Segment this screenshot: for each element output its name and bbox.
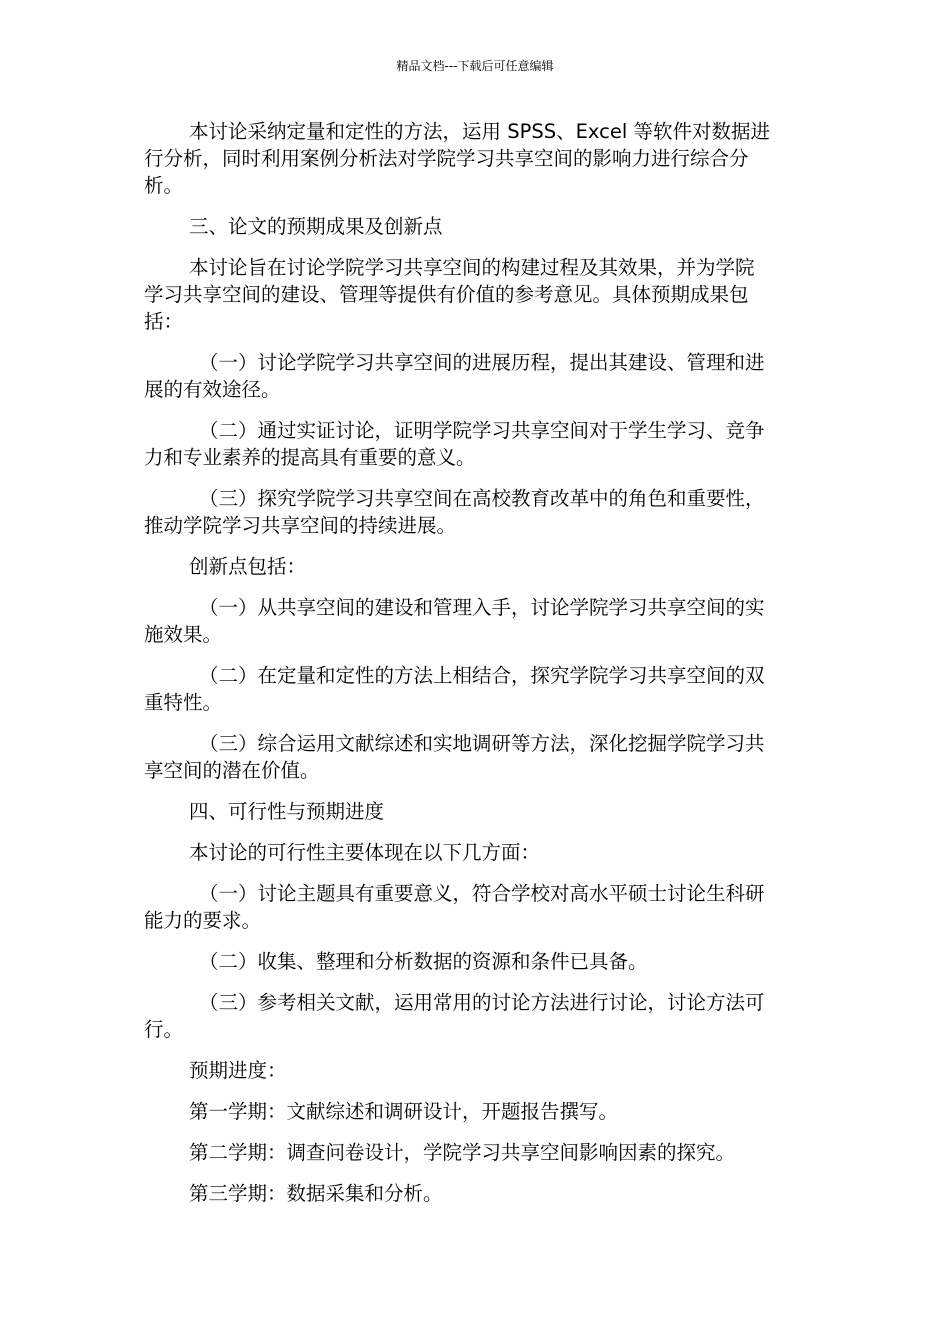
feasibility-intro xyxy=(144,839,804,866)
text-line: 重特性。 xyxy=(144,691,223,714)
text-line: （一）讨论主题具有重要意义，符合学校对高水平硕士讨论生科研 xyxy=(199,882,765,905)
feasibility-item-1 xyxy=(144,880,804,934)
text-line: （三）参考相关文献，运用常用的讨论方法进行讨论，讨论方法可 xyxy=(199,991,765,1014)
text-line: 学习共享空间的建设、管理等提供有价值的参考意见。具体预期成果包 xyxy=(144,283,749,306)
schedule-item-3 xyxy=(144,1180,804,1207)
text-line: （二）收集、整理和分析数据的资源和条件已具备。 xyxy=(199,950,648,973)
schedule-intro xyxy=(144,1057,804,1084)
heading-text: 四、可行性与预期进度 xyxy=(189,800,385,823)
text-line: 本讨论旨在讨论学院学习共享空间的构建过程及其效果，并为学院 xyxy=(189,256,755,279)
result-item-3 xyxy=(144,485,804,539)
innovation-item-1 xyxy=(144,594,804,648)
text-line: 析。 xyxy=(144,174,184,197)
innovation-intro xyxy=(144,553,804,580)
expected-results-paragraph xyxy=(144,254,804,335)
text-line: （一）讨论学院学习共享空间的进展历程，提出其建设、管理和进 xyxy=(199,351,765,374)
page-header: 精品文档---下载后可任意编辑 xyxy=(396,59,554,73)
text-line: 括： xyxy=(144,310,184,333)
section-heading-4 xyxy=(144,798,804,825)
text-line: （二）在定量和定性的方法上相结合，探究学院学习共享空间的双 xyxy=(199,664,765,687)
text-line: 享空间的潜在价值。 xyxy=(144,759,320,782)
text-line: 施效果。 xyxy=(144,623,223,646)
text-line: 能力的要求。 xyxy=(144,909,262,932)
text-line: （三）综合运用文献综述和实地调研等方法，深化挖掘学院学习共 xyxy=(199,732,765,755)
section-heading-3 xyxy=(144,213,804,240)
text-line: 推动学院学习共享空间的持续进展。 xyxy=(144,514,457,537)
innovation-item-3 xyxy=(144,730,804,784)
feasibility-item-3 xyxy=(144,989,804,1043)
schedule-item-1 xyxy=(144,1098,804,1125)
text-line: 行。 xyxy=(144,1018,184,1041)
text-line: 创新点包括： xyxy=(189,555,307,578)
methodology-paragraph xyxy=(144,118,804,199)
result-item-2 xyxy=(144,417,804,471)
schedule-item-2 xyxy=(144,1139,804,1166)
text-line: 第一学期：文献综述和调研设计，开题报告撰写。 xyxy=(189,1100,619,1123)
document-body xyxy=(144,118,804,1221)
text-line: 行分析，同时利用案例分析法对学院学习共享空间的影响力进行综合分 xyxy=(144,147,749,170)
text-line: （二）通过实证讨论，证明学院学习共享空间对于学生学习、竞争 xyxy=(199,419,765,442)
text-line: （三）探究学院学习共享空间在高校教育改革中的角色和重要性， xyxy=(199,487,765,510)
feasibility-item-2 xyxy=(144,948,804,975)
heading-text: 三、论文的预期成果及创新点 xyxy=(189,215,443,238)
text-line: 力和专业素养的提高具有重要的意义。 xyxy=(144,446,476,469)
text-line: 本讨论采纳定量和定性的方法，运用 SPSS、Excel 等软件对数据进 xyxy=(189,120,770,143)
text-line: （一）从共享空间的建设和管理入手，讨论学院学习共享空间的实 xyxy=(199,596,765,619)
text-line: 第三学期：数据采集和分析。 xyxy=(189,1182,443,1205)
text-line: 本讨论的可行性主要体现在以下几方面： xyxy=(189,841,541,864)
result-item-1 xyxy=(144,349,804,403)
text-line: 第二学期：调查问卷设计，学院学习共享空间影响因素的探究。 xyxy=(189,1141,736,1164)
text-line: 预期进度： xyxy=(189,1059,287,1082)
text-line: 展的有效途径。 xyxy=(144,378,281,401)
innovation-item-2 xyxy=(144,662,804,716)
